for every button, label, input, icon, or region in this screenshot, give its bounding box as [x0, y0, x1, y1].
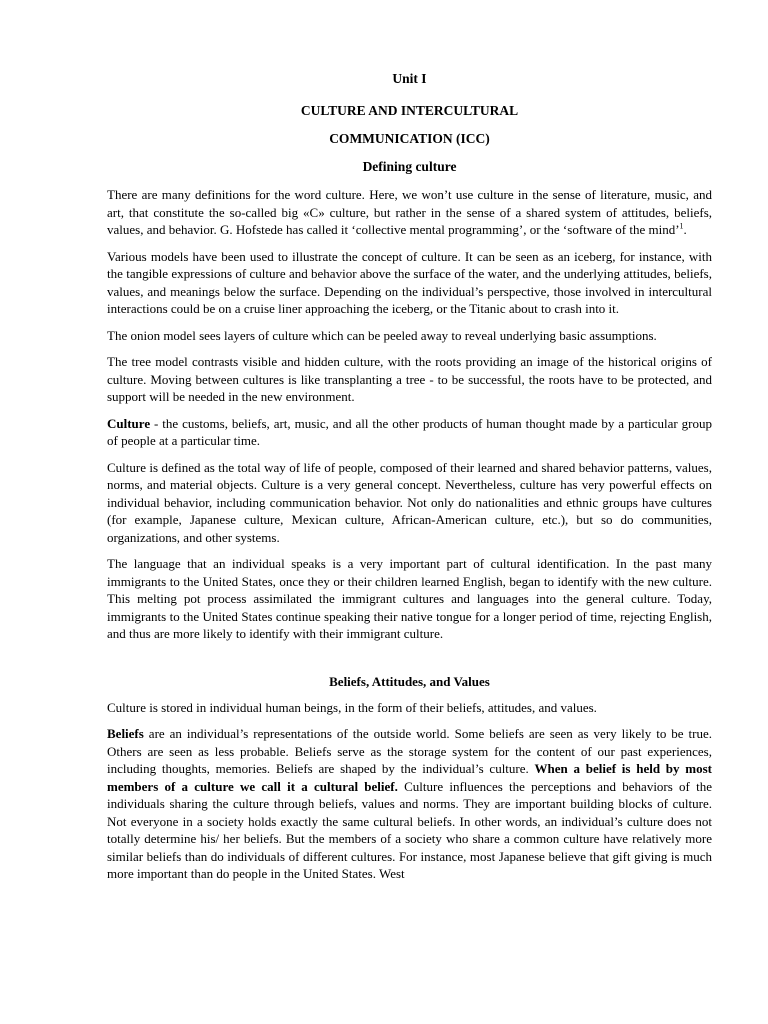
- section-heading-beliefs-attitudes-values: Beliefs, Attitudes, and Values: [329, 673, 490, 689]
- paragraph-culture-stored: Culture is stored in individual human beings, in the form of their beliefs, attitudes, and values.: [107, 699, 597, 715]
- footnote-marker[interactable]: 1: [679, 221, 684, 231]
- title-line-2: COMMUNICATION (ICC): [329, 131, 490, 146]
- paragraph-definitions: [107, 186, 712, 239]
- paragraph-beliefs: [107, 725, 712, 883]
- beliefs-term: Beliefs: [107, 726, 144, 741]
- paragraph-definitions-text: There are many definitions for the word culture. Here, we won’t use culture in the sense of literature, music, and art, that constitute the so-called big «C» culture, but rather in the sense of a shared system of attitudes, beliefs, values, and behavior. G. Hofstede has called it ‘collective mental programming’, or the ‘software of the mind’: [107, 187, 712, 237]
- paragraph-onion-model: The onion model sees layers of culture which can be peeled away to reveal underlying basic assumptions.: [107, 327, 657, 343]
- paragraph-total-way-of-life: Culture is defined as the total way of life of people, composed of their learned and shared behavior patterns, values, norms, and material objects. Culture is a very general concept. Nevertheless, culture has very powerful effects on individual behavior, including communication behavior. Not only do nationalities and ethnic groups have cultures (for example, Japanese culture, Mexican culture, African-American culture, etc.), but so do communities, organizations, and other systems.: [107, 459, 712, 545]
- title-line-1: CULTURE AND INTERCULTURAL: [300, 103, 519, 118]
- paragraph-language: The language that an individual speaks is a very important part of cultural identification. In the past many immigrants to the United States, once they or their children learned English, began to identify with the new culture. This melting pot process assimilated the immigrant cultures and languages into the general culture. Today, immigrants to the United States continue speaking their native tongue for a longer period of time, rejecting English, and thus are more likely to identify with their immigrant culture.: [107, 556, 712, 641]
- cultural-belief-definition: When a belief is held by most members of a culture we call it a cultural belief.: [107, 761, 712, 794]
- unit-label: Unit I: [392, 71, 427, 86]
- paragraph-definitions-end: .: [683, 222, 687, 237]
- section-heading-defining-culture: Defining culture: [362, 159, 457, 174]
- paragraph-iceberg-model: Various models have been used to illustrate the concept of culture. It can be seen as an iceberg, for instance, with the tangible expressions of culture and behavior above the surface of the water, and the underlying attitudes, beliefs, values, and meanings below the surface. Depending on the individual’s perspective, those involved in intercultural interactions could be on a cruise liner approaching the iceberg, or the Titanic about to crash into it.: [107, 248, 712, 316]
- culture-definition-text: - the customs, beliefs, art, music, and all the other products of human thought made by a particular group of people at a particular time.: [107, 415, 712, 448]
- beliefs-text-b: Culture influences the perceptions and behaviors of the individuals sharing the culture through beliefs, values and norms. They are important building blocks of culture. Not everyone in a society holds exactly the same cultural beliefs. In other words, an individual’s culture does not totally determine his/ her beliefs. But the members of a society who share a common culture have relatively more similar beliefs than do individuals of different cultures. For instance, most Japanese believe that gift giving is much more important than do people in the United States. West: [107, 778, 712, 881]
- beliefs-text-a: are an individual’s representations of the outside world. Some beliefs are seen as very likely to be true. Others are seen as less probable. Beliefs serve as the storage system for the content of our past experiences, including thoughts, memories. Beliefs are shaped by the individual’s culture.: [107, 726, 712, 776]
- paragraph-tree-model: The tree model contrasts visible and hidden culture, with the roots providing an image of the historical origins of culture. Moving between cultures is like transplanting a tree - to be successful, the roots have to be protected, and support will be needed in the new environment.: [107, 354, 712, 404]
- culture-term: Culture: [107, 415, 151, 431]
- paragraph-culture-definition: [107, 415, 712, 450]
